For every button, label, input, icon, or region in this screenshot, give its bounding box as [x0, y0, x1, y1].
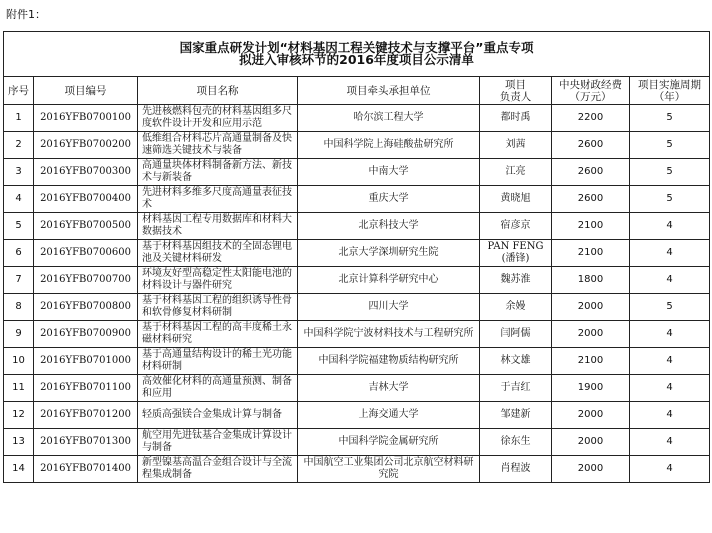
- cell-name: 基于材料基因工程的组织诱导性骨和软骨修复材料研制: [138, 294, 298, 321]
- cell-unit: 中国科学院上海硅酸盐研究所: [298, 132, 480, 159]
- cell-funding: 1800: [552, 267, 630, 294]
- cell-code: 2016YFB0700400: [34, 186, 138, 213]
- cell-unit: 北京大学深圳研究生院: [298, 240, 480, 267]
- table-row: [4, 429, 710, 456]
- cell-leader: 宿彦京: [480, 213, 552, 240]
- cell-unit: 北京计算科学研究中心: [298, 267, 480, 294]
- cell-name: 基于高通量结构设计的稀土光功能材料研制: [138, 348, 298, 375]
- cell-leader: 肖程波: [480, 456, 552, 483]
- table-row: [4, 375, 710, 402]
- cell-seq: 7: [4, 267, 34, 294]
- header-leader: 项目 负责人: [480, 77, 552, 105]
- cell-seq: 4: [4, 186, 34, 213]
- cell-seq: 6: [4, 240, 34, 267]
- cell-seq: 8: [4, 294, 34, 321]
- cell-funding: 1900: [552, 375, 630, 402]
- cell-unit: 吉林大学: [298, 375, 480, 402]
- cell-period: 5: [630, 105, 710, 132]
- cell-code: 2016YFB0701000: [34, 348, 138, 375]
- table-row: [4, 456, 710, 483]
- cell-leader: 魏苏淮: [480, 267, 552, 294]
- cell-period: 4: [630, 267, 710, 294]
- cell-period: 4: [630, 213, 710, 240]
- cell-code: 2016YFB0700100: [34, 105, 138, 132]
- cell-name: 新型镍基高温合金组合设计与全流程集成制备: [138, 456, 298, 483]
- cell-funding: 2100: [552, 348, 630, 375]
- cell-name: 航空用先进钛基合金集成计算设计与制备: [138, 429, 298, 456]
- cell-name: 高通量块体材料制备新方法、新技术与新装备: [138, 159, 298, 186]
- cell-code: 2016YFB0700900: [34, 321, 138, 348]
- cell-seq: 5: [4, 213, 34, 240]
- cell-code: 2016YFB0701100: [34, 375, 138, 402]
- cell-unit: 重庆大学: [298, 186, 480, 213]
- cell-period: 5: [630, 294, 710, 321]
- header-period: 项目实施周期 （年）: [630, 77, 710, 105]
- cell-seq: 10: [4, 348, 34, 375]
- table-body: [4, 105, 710, 483]
- attachment-label: 附件1：: [6, 8, 46, 21]
- cell-name: 先进材料多维多尺度高通量表征技术: [138, 186, 298, 213]
- cell-funding: 2600: [552, 132, 630, 159]
- cell-code: 2016YFB0700800: [34, 294, 138, 321]
- cell-name: 环境友好型高稳定性太阳能电池的材料设计与器件研究: [138, 267, 298, 294]
- cell-unit: 中国科学院金属研究所: [298, 429, 480, 456]
- cell-period: 4: [630, 240, 710, 267]
- table-row: [4, 267, 710, 294]
- header-seq: 序号: [4, 77, 34, 105]
- cell-code: 2016YFB0701200: [34, 402, 138, 429]
- cell-leader: 邹建新: [480, 402, 552, 429]
- table-row: [4, 348, 710, 375]
- cell-name: 高效催化材料的高通量预测、制备和应用: [138, 375, 298, 402]
- cell-name: 基于材料基因工程的高丰度稀土永磁材料研究: [138, 321, 298, 348]
- cell-unit: 中国航空工业集团公司北京航空材料研究院: [298, 456, 480, 483]
- cell-period: 5: [630, 132, 710, 159]
- table-row: [4, 186, 710, 213]
- table-row: [4, 213, 710, 240]
- table-header: [4, 77, 710, 105]
- cell-funding: 2200: [552, 105, 630, 132]
- cell-funding: 2600: [552, 159, 630, 186]
- cell-funding: 2600: [552, 186, 630, 213]
- cell-unit: 中国科学院宁波材料技术与工程研究所: [298, 321, 480, 348]
- cell-leader: 都时禹: [480, 105, 552, 132]
- project-table: [3, 31, 710, 483]
- cell-funding: 2000: [552, 402, 630, 429]
- cell-funding: 2000: [552, 429, 630, 456]
- cell-period: 5: [630, 186, 710, 213]
- cell-period: 4: [630, 429, 710, 456]
- table-row: [4, 105, 710, 132]
- cell-funding: 2000: [552, 294, 630, 321]
- cell-code: 2016YFB0700500: [34, 213, 138, 240]
- cell-unit: 上海交通大学: [298, 402, 480, 429]
- table-row: [4, 159, 710, 186]
- cell-period: 4: [630, 456, 710, 483]
- header-unit: 项目牵头承担单位: [298, 77, 480, 105]
- header-name: 项目名称: [138, 77, 298, 105]
- cell-unit: 哈尔滨工程大学: [298, 105, 480, 132]
- cell-leader: 林文雄: [480, 348, 552, 375]
- cell-period: 5: [630, 159, 710, 186]
- cell-leader: 余嫚: [480, 294, 552, 321]
- cell-period: 4: [630, 321, 710, 348]
- cell-seq: 9: [4, 321, 34, 348]
- cell-leader: 刘茜: [480, 132, 552, 159]
- cell-leader: 黄晓旭: [480, 186, 552, 213]
- cell-code: 2016YFB0700700: [34, 267, 138, 294]
- cell-code: 2016YFB0701400: [34, 456, 138, 483]
- cell-funding: 2100: [552, 213, 630, 240]
- cell-name: 基于材料基因组技术的全固态锂电池及关键材料研发: [138, 240, 298, 267]
- cell-seq: 3: [4, 159, 34, 186]
- title-line-1: 国家重点研发计划“材料基因工程关键技术与支撑平台”重点专项: [179, 40, 534, 55]
- cell-unit: 中南大学: [298, 159, 480, 186]
- cell-unit: 四川大学: [298, 294, 480, 321]
- cell-unit: 北京科技大学: [298, 213, 480, 240]
- cell-seq: 2: [4, 132, 34, 159]
- cell-seq: 1: [4, 105, 34, 132]
- table-row: [4, 240, 710, 267]
- cell-name: 低维组合材料芯片高通量制备及快速筛选关键技术与装备: [138, 132, 298, 159]
- cell-funding: 2100: [552, 240, 630, 267]
- cell-leader: 江亮: [480, 159, 552, 186]
- cell-seq: 14: [4, 456, 34, 483]
- cell-code: 2016YFB0700200: [34, 132, 138, 159]
- document-title: [4, 32, 710, 77]
- cell-seq: 11: [4, 375, 34, 402]
- cell-name: 先进核燃料包壳的材料基因组多尺度软件设计开发和应用示范: [138, 105, 298, 132]
- cell-code: 2016YFB0700600: [34, 240, 138, 267]
- cell-name: 材料基因工程专用数据库和材料大数据技术: [138, 213, 298, 240]
- cell-leader: 徐东生: [480, 429, 552, 456]
- cell-seq: 12: [4, 402, 34, 429]
- table-row: [4, 402, 710, 429]
- table-row: [4, 321, 710, 348]
- cell-funding: 2000: [552, 456, 630, 483]
- cell-leader: 于吉红: [480, 375, 552, 402]
- cell-leader: 闫阿儒: [480, 321, 552, 348]
- cell-name: 轻质高强镁合金集成计算与制备: [138, 402, 298, 429]
- cell-leader: PAN FENG (潘锋): [480, 240, 552, 267]
- cell-period: 4: [630, 402, 710, 429]
- cell-period: 4: [630, 375, 710, 402]
- title-line-2: 拟进入审核环节的2016年度项目公示清单: [239, 52, 474, 67]
- cell-funding: 2000: [552, 321, 630, 348]
- cell-period: 4: [630, 348, 710, 375]
- cell-code: 2016YFB0700300: [34, 159, 138, 186]
- cell-seq: 13: [4, 429, 34, 456]
- table-row: [4, 132, 710, 159]
- header-funding: 中央财政经费 （万元）: [552, 77, 630, 105]
- header-code: 项目编号: [34, 77, 138, 105]
- cell-unit: 中国科学院福建物质结构研究所: [298, 348, 480, 375]
- cell-code: 2016YFB0701300: [34, 429, 138, 456]
- table-row: [4, 294, 710, 321]
